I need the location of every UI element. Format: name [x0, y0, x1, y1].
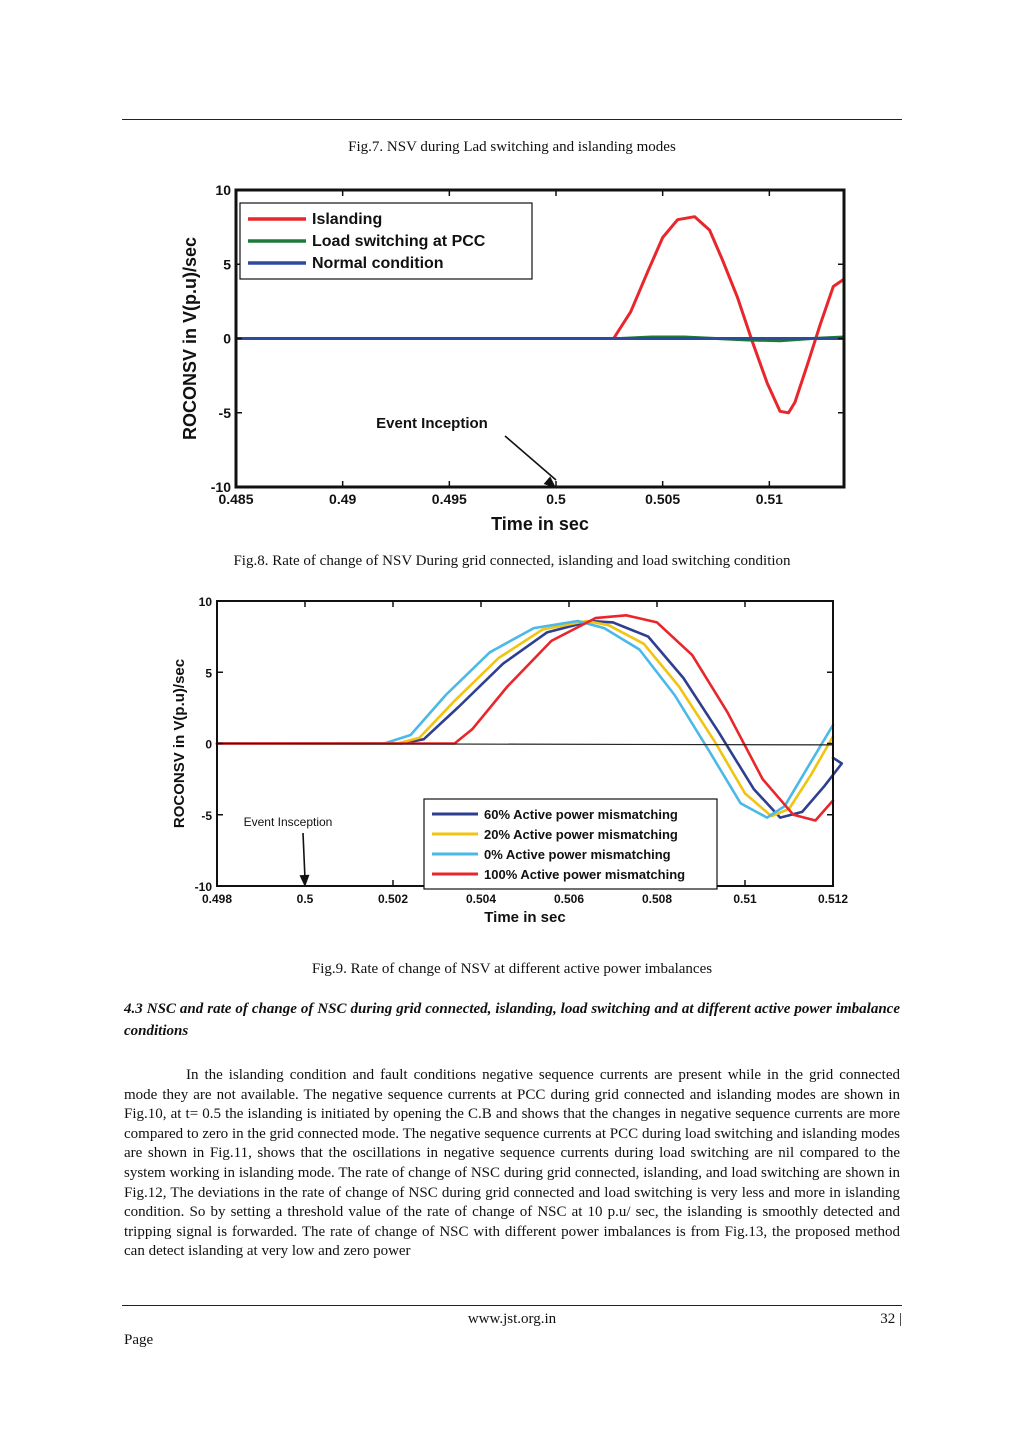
chart2-x-tick-label: 0.51	[733, 892, 757, 906]
chart1-legend-label: Normal condition	[312, 255, 444, 272]
chart2-y-tick-label: -10	[194, 880, 212, 894]
chart2-legend-label: 0% Active power mismatching	[484, 847, 671, 862]
figure-9-caption: Fig.9. Rate of change of NSV at different active power imbalances	[311, 961, 713, 977]
section-heading: 4.3 NSC and rate of change of NSC during grid connected, islanding, load switching and at different active power imbalance conditions	[124, 1001, 900, 1039]
chart1-x-tick-label: 0.51	[755, 491, 783, 507]
body-paragraph	[124, 1066, 900, 1262]
chart1-y-axis-label: ROCONSV in V(p.u)/sec	[180, 236, 200, 441]
chart1-x-tick-label: 0.5	[546, 491, 566, 507]
chart2-legend-label: 100% Active power mismatching	[484, 867, 686, 882]
chart2-x-axis-label: Time in sec	[484, 909, 566, 926]
chart2-y-tick-label: 0	[205, 737, 212, 752]
footer-rule	[122, 1305, 902, 1306]
figure-8-svg	[170, 180, 860, 535]
chart2-y-tick-label: 10	[198, 595, 212, 609]
chart2-x-tick-label: 0.5	[296, 892, 314, 906]
chart2-y-tick-label: -5	[201, 808, 212, 823]
chart1-y-tick-label: -10	[210, 479, 231, 495]
chart2-legend-label: 20% Active power mismatching	[484, 827, 678, 842]
chart2-y-axis-label: ROCONSV in V(p.u)/sec	[171, 658, 188, 829]
chart2-x-tick-label: 0.506	[553, 892, 585, 906]
chart2-x-tick-label: 0.504	[465, 892, 497, 906]
chart2-annotation-label: Event Insception	[243, 815, 333, 829]
chart1-x-tick-label: 0.505	[645, 491, 681, 507]
chart2-legend-label: 60% Active power mismatching	[484, 807, 678, 822]
figure-8-caption: Fig.8. Rate of change of NSV During grid connected, islanding and load switching condition	[233, 553, 791, 569]
chart1-y-tick-label: 0	[223, 330, 231, 347]
chart1-x-axis-label: Time in sec	[491, 514, 589, 534]
chart1-x-tick-label: 0.49	[329, 491, 357, 507]
paragraph-text: In the islanding condition and fault conditions negative sequence currents are present while in the grid connected mode they are not available. The negative sequence currents at PCC during grid connected and islanding modes are shown in Fig.10, at t= 0.5 the islanding is initiated by opening the C.B and shows that the changes in negative sequence currents are more compared to zero in the grid connected mode. The negative sequence currents at PCC during load switching and islanding modes are shown in Fig.11, shows that the oscillations in negative sequence currents during load switching are nil compared to the system working in islanding mode. The rate of change of NSC during grid connected, islanding, and load switching are shown in Fig.12, The deviations in the rate of change of NSC during grid connected and load switching is very less and more in islanding condition. So by setting a threshold value of the rate of change of NSC at 10 p.u/ sec, the islanding is smoothly detected and tripping signal is forwarded. The rate of change of NSC with different power imbalances is from Fig.13, the proposed method can detect islanding at very low and zero power	[124, 1067, 900, 1260]
chart1-x-tick-label: 0.485	[218, 491, 254, 507]
chart2-x-tick-label: 0.512	[817, 892, 849, 906]
figure-8-chart	[170, 180, 860, 540]
chart2-y-tick-label: 5	[205, 666, 212, 681]
chart1-legend-label: Load switching at PCC	[312, 233, 486, 250]
header-rule	[122, 119, 902, 120]
chart1-y-tick-label: 10	[215, 182, 231, 198]
chart1-annotation-label: Event Inception	[376, 415, 488, 432]
chart1-y-tick-label: 5	[223, 256, 231, 273]
chart2-x-tick-label: 0.502	[377, 892, 409, 906]
figure-9-svg	[160, 593, 865, 948]
chart2-x-tick-label: 0.508	[641, 892, 673, 906]
footer-page-word: Page	[124, 1332, 154, 1348]
chart1-y-tick-label: -5	[218, 404, 231, 421]
chart1-legend-label: Islanding	[312, 211, 383, 228]
figure-9-chart	[160, 593, 865, 953]
chart2-x-tick-label: 0.498	[201, 892, 233, 906]
footer-url: www.jst.org.in	[467, 1311, 557, 1327]
chart1-x-tick-label: 0.495	[431, 491, 467, 507]
figure-7-caption: Fig.7. NSV during Lad switching and islanding modes	[348, 139, 676, 155]
footer-page-number: 32 |	[880, 1311, 902, 1327]
